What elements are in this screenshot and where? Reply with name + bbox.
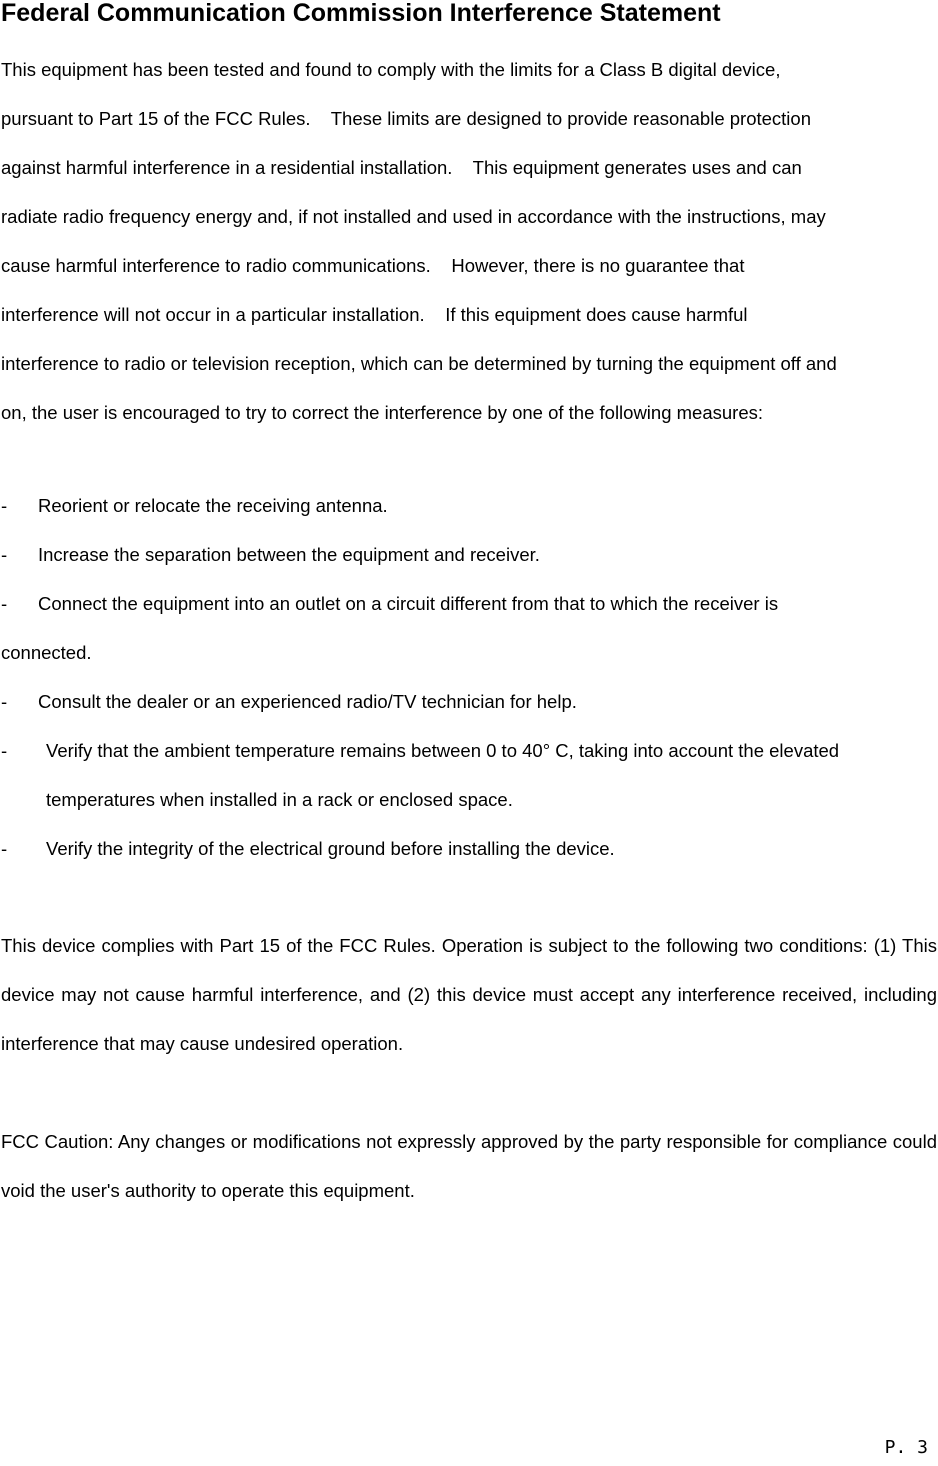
bullet-dash: - — [1, 691, 8, 712]
compliance-paragraph: This device complies with Part 15 of the FCC Rules. Operation is subject to the following two conditions: (1) This device may not cause harmful interference, and (2) this device must accept any interference received, including interference that may cause undesired operation. — [1, 935, 937, 1054]
intro-line: radiate radio frequency energy and, if not installed and used in accordance with the instructions, may — [1, 206, 826, 227]
page-number: P. 3 — [884, 1437, 928, 1458]
bullet-dash: - — [1, 838, 8, 859]
measure-item: Consult the dealer or an experienced radio/TV technician for help. — [38, 691, 577, 712]
measure-item: Connect the equipment into an outlet on a circuit different from that to which the receiver is — [38, 593, 779, 614]
measure-item: Increase the separation between the equipment and receiver. — [38, 544, 540, 565]
bullet-dash: - — [1, 593, 8, 614]
intro-line: on, the user is encouraged to try to correct the interference by one of the following measures: — [1, 402, 764, 423]
bullet-dash: - — [1, 740, 8, 761]
measure-item: Verify that the ambient temperature remains between 0 to 40° C, taking into account the elevated — [46, 740, 840, 761]
page-title: Federal Communication Commission Interference Statement — [1, 0, 721, 27]
intro-line: interference to radio or television reception, which can be determined by turning the equipment off and — [1, 353, 837, 374]
intro-line: cause harmful interference to radio communications. However, there is no guarantee that — [1, 255, 745, 276]
measure-item-continuation: temperatures when installed in a rack or enclosed space. — [46, 789, 513, 810]
measure-item: Verify the integrity of the electrical ground before installing the device. — [46, 838, 615, 859]
intro-line: against harmful interference in a residential installation. This equipment generates uses and can — [1, 157, 802, 178]
intro-line: pursuant to Part 15 of the FCC Rules. These limits are designed to provide reasonable protection — [1, 108, 811, 129]
measure-item-continuation: connected. — [1, 642, 92, 663]
measure-item: Reorient or relocate the receiving antenna. — [38, 495, 388, 516]
intro-line: This equipment has been tested and found to comply with the limits for a Class B digital device, — [1, 59, 781, 80]
bullet-dash: - — [1, 544, 8, 565]
bullet-dash: - — [1, 495, 8, 516]
intro-line: interference will not occur in a particular installation. If this equipment does cause harmful — [1, 304, 748, 325]
intro-paragraph — [1, 45, 937, 437]
caution-paragraph: FCC Caution: Any changes or modifications not expressly approved by the party responsible for compliance could void the user's authority to operate this equipment. — [1, 1131, 937, 1201]
